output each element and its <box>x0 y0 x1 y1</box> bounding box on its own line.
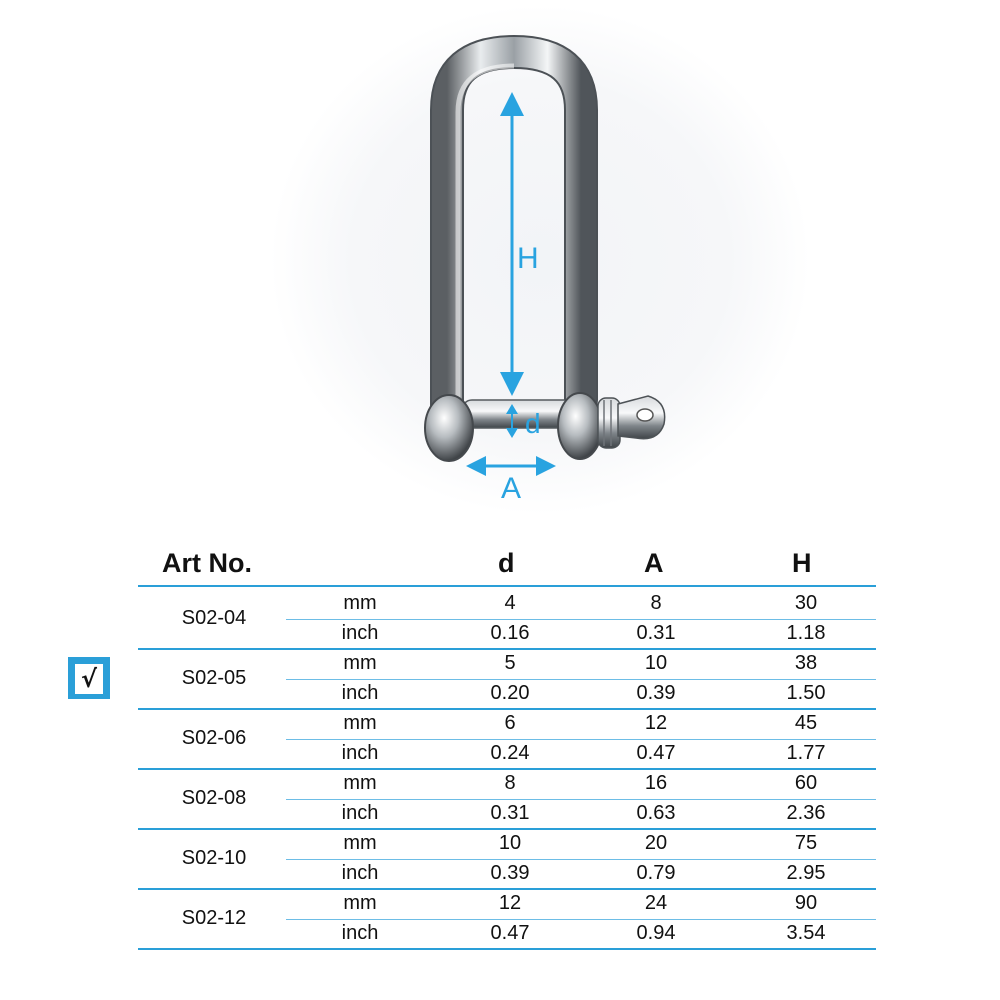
selected-row-marker <box>68 657 110 699</box>
value-cell-a: 0.31 <box>636 622 676 644</box>
value-cell-d: 0.24 <box>490 742 530 764</box>
row-subdivider <box>286 739 876 740</box>
value-cell-d: 0.47 <box>490 922 530 944</box>
value-cell-h: 30 <box>794 592 818 614</box>
value-cell-a: 24 <box>644 892 668 914</box>
value-cell-d: 4 <box>504 592 516 614</box>
row-subdivider <box>286 619 876 620</box>
label-h: H <box>517 242 539 275</box>
art-no-cell: S02-06 <box>181 727 247 749</box>
value-cell-h: 75 <box>794 832 818 854</box>
unit-cell: inch <box>341 622 379 644</box>
value-cell-d: 5 <box>504 652 516 674</box>
header-art-no: Art No. <box>162 548 252 578</box>
value-cell-a: 8 <box>650 592 662 614</box>
row-divider <box>138 768 876 770</box>
label-a: A <box>501 472 522 505</box>
row-divider <box>138 948 876 950</box>
header-divider <box>138 585 876 587</box>
value-cell-d: 10 <box>498 832 522 854</box>
unit-cell: inch <box>341 742 379 764</box>
value-cell-d: 0.39 <box>490 862 530 884</box>
value-cell-a: 20 <box>644 832 668 854</box>
value-cell-d: 6 <box>504 712 516 734</box>
value-cell-h: 60 <box>794 772 818 794</box>
value-cell-a: 16 <box>644 772 668 794</box>
unit-cell: mm <box>343 712 377 734</box>
value-cell-h: 3.54 <box>786 922 826 944</box>
value-cell-a: 0.39 <box>636 682 676 704</box>
value-cell-h: 1.77 <box>786 742 826 764</box>
value-cell-a: 0.63 <box>636 802 676 824</box>
unit-cell: mm <box>343 652 377 674</box>
label-d: d <box>525 408 541 439</box>
value-cell-d: 0.16 <box>490 622 530 644</box>
row-subdivider <box>286 799 876 800</box>
value-cell-d: 0.31 <box>490 802 530 824</box>
row-divider <box>138 708 876 710</box>
row-subdivider <box>286 679 876 680</box>
value-cell-a: 0.79 <box>636 862 676 884</box>
unit-cell: mm <box>343 832 377 854</box>
unit-cell: mm <box>343 892 377 914</box>
header-a: A <box>644 548 664 578</box>
value-cell-h: 45 <box>794 712 818 734</box>
value-cell-d: 8 <box>504 772 516 794</box>
unit-cell: inch <box>341 922 379 944</box>
unit-cell: inch <box>341 802 379 824</box>
value-cell-h: 2.95 <box>786 862 826 884</box>
row-subdivider <box>286 859 876 860</box>
header-d: d <box>498 548 515 578</box>
art-no-cell: S02-08 <box>181 787 247 809</box>
value-cell-h: 1.18 <box>786 622 826 644</box>
unit-cell: mm <box>343 592 377 614</box>
value-cell-a: 12 <box>644 712 668 734</box>
value-cell-a: 0.47 <box>636 742 676 764</box>
row-subdivider <box>286 919 876 920</box>
header-h: H <box>792 548 812 578</box>
value-cell-a: 0.94 <box>636 922 676 944</box>
art-no-cell: S02-10 <box>181 847 247 869</box>
value-cell-h: 2.36 <box>786 802 826 824</box>
art-no-cell: S02-04 <box>181 607 247 629</box>
row-divider <box>138 888 876 890</box>
value-cell-d: 12 <box>498 892 522 914</box>
unit-cell: inch <box>341 682 379 704</box>
unit-cell: mm <box>343 772 377 794</box>
row-divider <box>138 648 876 650</box>
value-cell-a: 10 <box>644 652 668 674</box>
value-cell-h: 1.50 <box>786 682 826 704</box>
value-cell-h: 90 <box>794 892 818 914</box>
art-no-cell: S02-12 <box>181 907 247 929</box>
check-icon: √ <box>75 664 103 694</box>
row-divider <box>138 828 876 830</box>
unit-cell: inch <box>341 862 379 884</box>
value-cell-d: 0.20 <box>490 682 530 704</box>
value-cell-h: 38 <box>794 652 818 674</box>
art-no-cell: S02-05 <box>181 667 247 689</box>
